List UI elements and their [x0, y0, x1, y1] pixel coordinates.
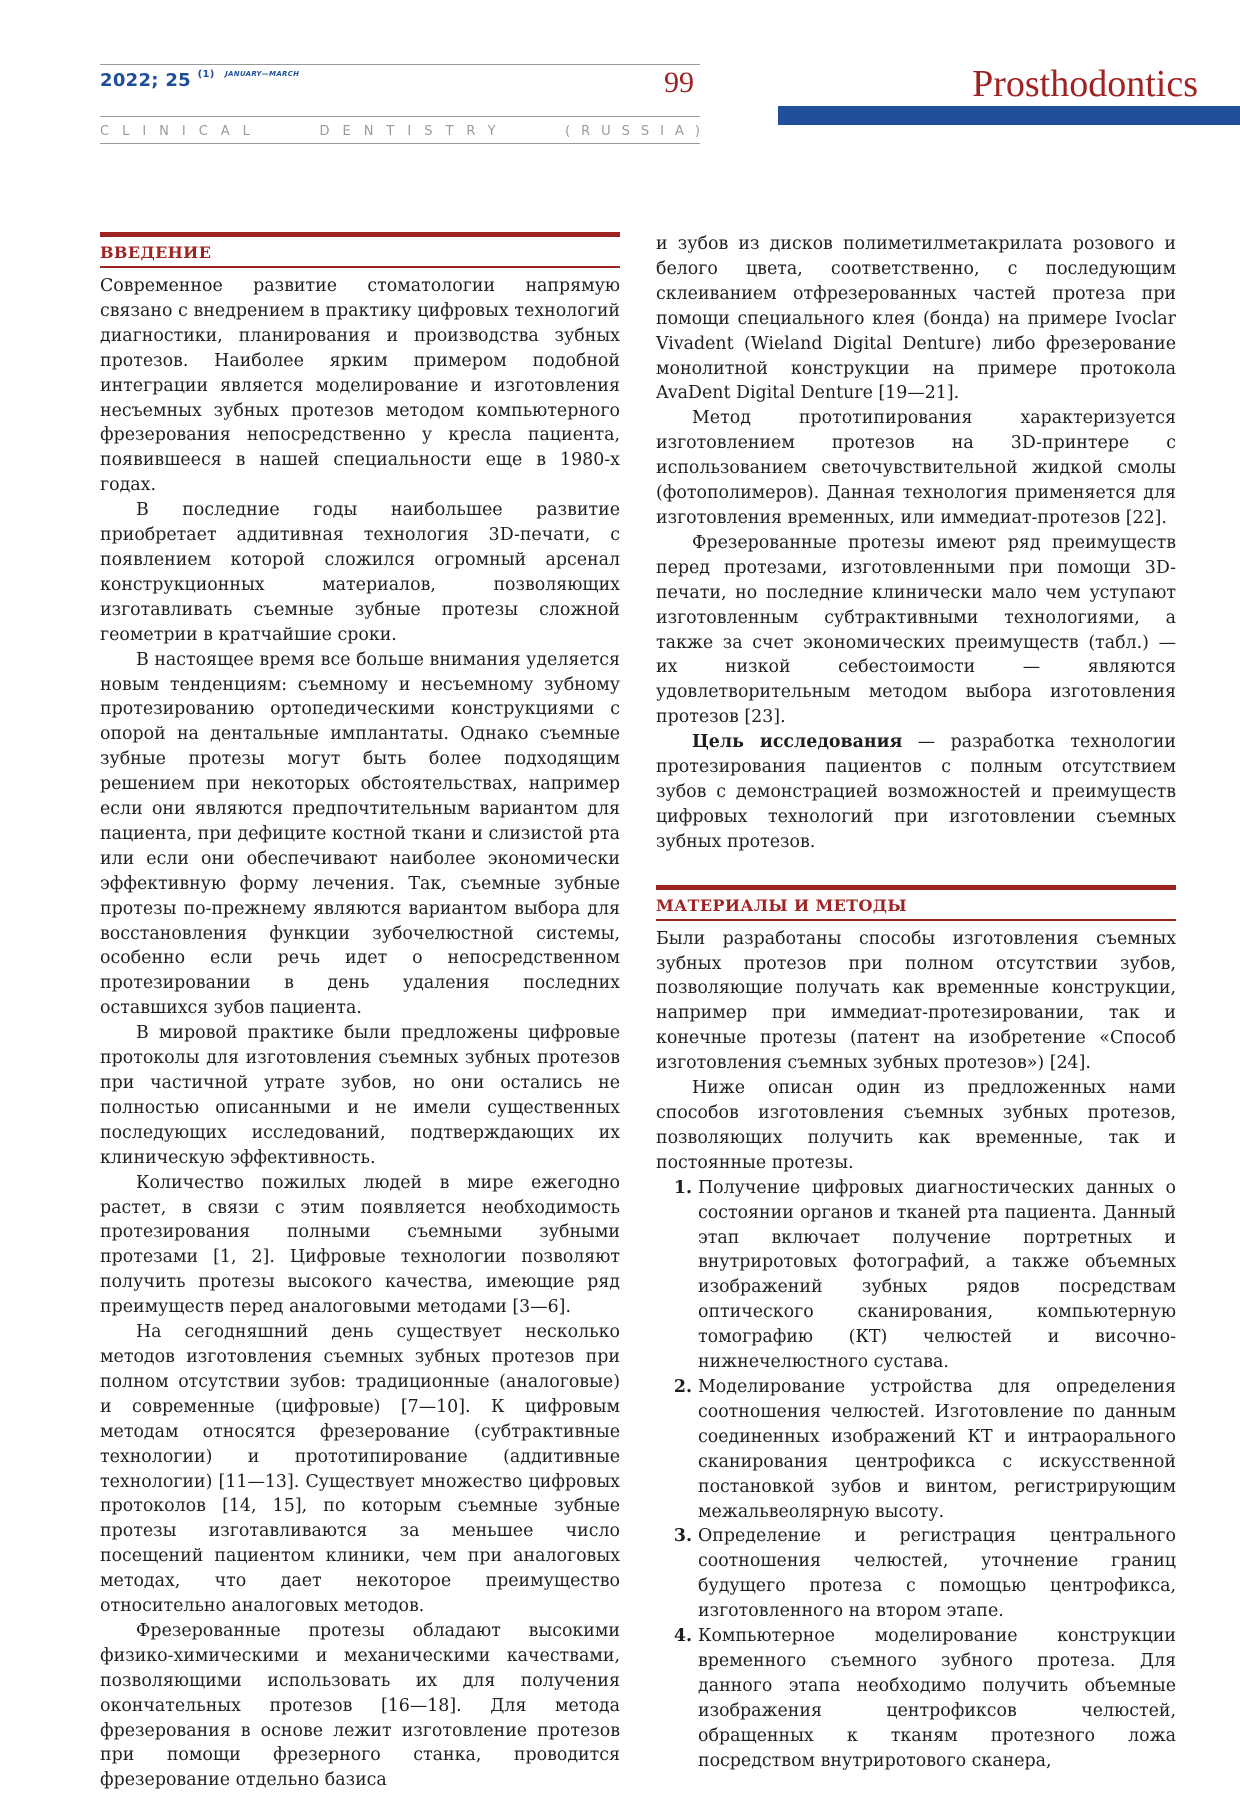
paragraph: Количество пожилых людей в мире ежегодно растет, в связи с этим появляется необходимость протезирования полными съемными зубными протезами [1, 2]. Цифровые технологии позволяют получить протезы высокого качества, имеющие ряд преимуществ перед аналоговыми методами [3—6].: [100, 1172, 620, 1318]
left-column: [100, 232, 620, 1793]
paragraph: В последние годы наибольшее развитие приобретает аддитивная технология 3D-печати, с появлением которой сложился огромный арсенал конструкционных материалов, позволяющих изготавливать съемные зубные протезы сложной геометрии в кратчайшие сроки.: [100, 500, 620, 645]
step-number: 3.: [673, 1526, 692, 1547]
aim-label: Цель исследования: [692, 732, 903, 753]
step-number: 2.: [673, 1376, 692, 1397]
year-volume: 2022; 25: [100, 70, 192, 91]
issue-info: [100, 69, 299, 91]
section-heading-methods: МАТЕРИАЛЫ И МЕТОДЫ: [656, 885, 1176, 921]
paragraph-continuation: и зубов из дисков полиметилметакрилата розового и белого цвета, соответственно, с последующим склеиванием отфрезерованных частей протеза при помощи специального клея (бонда) на примере Ivoclar Vivadent (Wieland Digital Denture) либо фрезерование монолитной конструкции на примере протокола AvaDent Digital Denture [19—21].: [656, 234, 1176, 404]
paragraph: Метод прототипирования характеризуется изготовлением протезов на 3D-принтере с использованием светочувствительной жидкой смолы (фотополимеров). Данная технология применяется для изготовления временных, или иммедиат-протезов [22].: [656, 408, 1176, 528]
list-item: [656, 1524, 1176, 1624]
step-text: Компьютерное моделирование конструкции временного съемного зубного протеза. Для данного этапа необходимо получить объемные изображения центрофиксов челюстей, обращенных к тканям протезного ложа посредством внутриротового сканера,: [698, 1626, 1176, 1771]
header-mid-rule: [100, 116, 700, 117]
aim-text: — разработка технологии протезирования пациентов с полным отсутствием зубов с демонстрацией возможностей и преимуществ цифровых технологий при изготовлении съемных зубных протезов.: [656, 732, 1176, 852]
step-text: Моделирование устройства для определения соотношения челюстей. Изготовление по данным соединенных изображений КТ и интраорального сканирования центрофикса с искусственной постановкой зубов и винтом, регистрирующим межальвеолярную высоту.: [698, 1376, 1176, 1522]
list-item: [656, 1375, 1176, 1524]
paragraph: Фрезерованные протезы обладают высокими физико-химическими и механическими качествами, позволяющими использовать их для получения окончательных протезов [16—18]. Для метода фрезерования в основе лежит изготовление протезов при помощи фрезерного станка, проводится фрезерование отдельно базиса: [100, 1620, 620, 1791]
paragraph: Ниже описан один из предложенных нами способов изготовления съемных зубных протезов, позволяющих получить как временные, так и постоянные протезы.: [656, 1078, 1176, 1173]
paragraph: В настоящее время все больше внимания уделяется новым тенденциям: съемному и несъемному зубному протезированию ортопедическими конструкциями с опорой на дентальные имплантаты. Однако съемные зубные протезы могут быть более подходящим решением при некоторых обстоятельствах, например если они являются предпочтительным вариантом для пациента, при дефиците костной ткани и слизистой рта или если они обеспечивают наиболее экономически эффективную форму лечения. Так, съемные зубные протезы по-прежнему являются вариантом выбора для восстановления функции зубочелюстной системы, особенно если речь идет о непосредственном протезировании в день удаления последних оставшихся зубов пациента.: [100, 649, 621, 1019]
list-item: [656, 1176, 1176, 1375]
journal-name: [100, 124, 711, 139]
journal-name-word: (RUSSIA): [565, 124, 711, 139]
paragraph: Фрезерованные протезы имеют ряд преимуществ перед протезами, изготовленными при помощи 3D-печати, но последние клинически мало чем уступают изготовленным субтрактивными технологиями, а также за счет экономических преимуществ (табл.) — их низкой себестоимости — являются удовлетворительным методом выбора изготовления протезов [23].: [656, 532, 1176, 728]
issue-number: (1): [197, 69, 215, 80]
journal-name-word: DENTISTRY: [319, 124, 509, 139]
aim-paragraph: [656, 730, 1176, 855]
step-number: 1.: [673, 1177, 692, 1198]
list-item: [656, 1624, 1176, 1773]
paragraph: На сегодняшний день существует несколько методов изготовления съемных зубных протезов при полном отсутствии зубов: традиционные (аналоговые) и современные (цифровые) [7—10]. К цифровым методам относятся фрезерование (субтрактивные технологии) и прототипирование (аддитивные технологии) [11—13]. Существует множество цифровых протоколов [14, 15], по которым съемные зубные протезы изготавливаются за меньшее число посещений пациентом клиники, чем при аналоговых методах, что дает некоторое преимущество относительно аналоговых методов.: [100, 1322, 620, 1617]
page-number: 99: [664, 66, 694, 99]
step-number: 4.: [673, 1626, 692, 1647]
header-bottom-rule: [100, 143, 700, 144]
right-column: [656, 232, 1176, 1773]
step-text: Получение цифровых диагностических данных о состоянии органов и тканей рта пациента. Данный этап включает получение портретных и внутриротовых фотографий, а также объемных изображений зубных рядов посредствам оптического сканирования, компьютерную томографию (КТ) челюстей и височно-нижнечелюстного сустава.: [698, 1177, 1176, 1373]
section-color-bar: [778, 106, 1240, 125]
issue-months: JANUARY—MARCH: [225, 70, 300, 78]
section-title: Prosthodontics: [972, 63, 1198, 105]
section-spacer: [656, 855, 1176, 885]
section-heading-introduction: ВВЕДЕНИЕ: [100, 232, 620, 268]
paragraph: В мировой практике были предложены цифровые протоколы для изготовления съемных зубных протезов при частичной утрате зубов, но они остались не полностью описанными и не имели существенных последующих исследований, подтверждающих их клиническую эффективность.: [100, 1023, 620, 1168]
journal-name-word: CLINICAL: [100, 124, 263, 139]
method-steps-list: [656, 1176, 1176, 1774]
step-text: Определение и регистрация центрального соотношения челюстей, уточнение границ будущего протеза с помощью центрофикса, изготовленного на втором этапе.: [698, 1526, 1176, 1622]
paragraph: Современное развитие стоматологии напрямую связано с внедрением в практику цифровых технологий диагностики, планирования и производства зубных протезов. Наиболее ярким примером подобной интеграции является моделирование и изготовления несъемных зубных протезов методом компьютерного фрезерования непосредственно у кресла пациента, появившееся в нашей специальности еще в 1980-х годах.: [100, 276, 620, 496]
paragraph: Были разработаны способы изготовления съемных зубных протезов при полном отсутствии зубов, позволяющие получать как временные конструкции, например при иммедиат-протезировании, так и конечные протезы (патент на изобретение «Способ изготовления съемных зубных протезов») [24].: [656, 928, 1176, 1074]
header-top-rule: [100, 64, 700, 65]
